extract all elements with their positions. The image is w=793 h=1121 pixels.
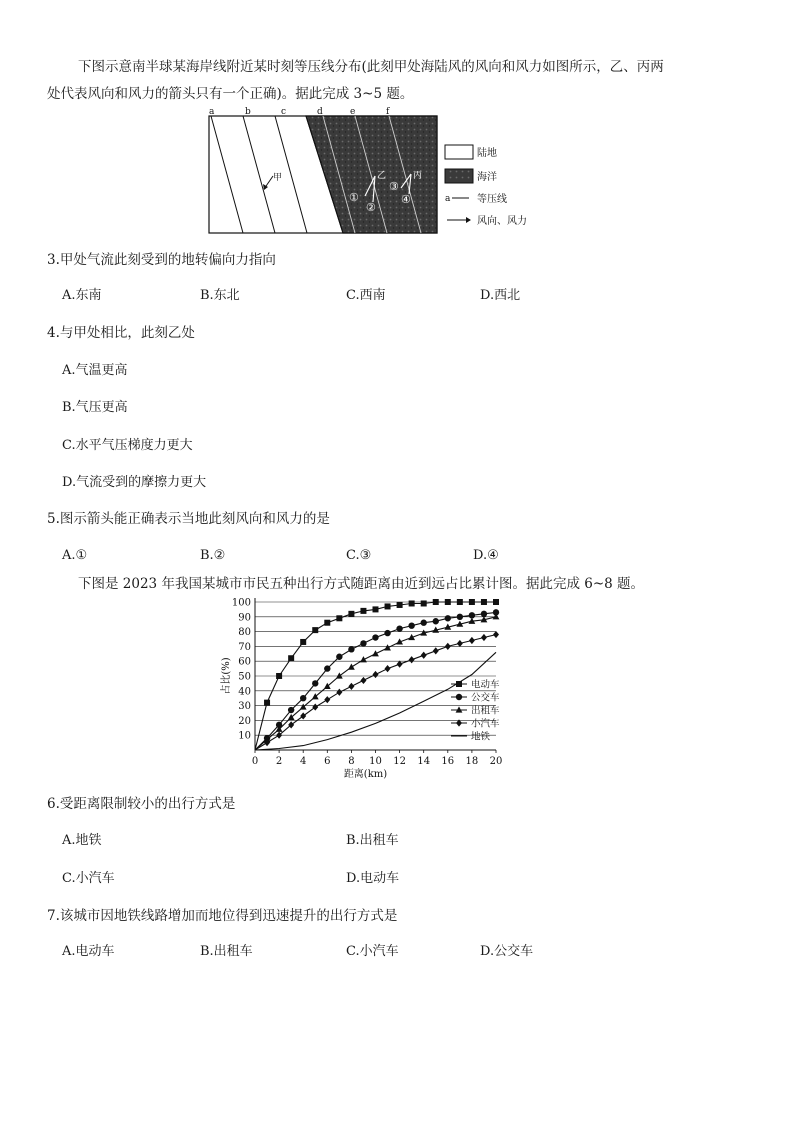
data-point-series-3 bbox=[348, 683, 354, 690]
legend-isobar-symbol: a bbox=[445, 194, 451, 204]
data-point-series-1 bbox=[336, 654, 342, 660]
data-point-series-1 bbox=[360, 640, 366, 646]
x-tick-label: 10 bbox=[369, 756, 382, 767]
arrow-num-4: ④ bbox=[401, 193, 411, 206]
q5-option-a[interactable]: A.① bbox=[62, 548, 88, 563]
arrow-num-2: ② bbox=[366, 201, 376, 214]
place-bing: 丙 bbox=[413, 171, 423, 181]
x-tick-label: 8 bbox=[348, 756, 355, 767]
data-point-series-1 bbox=[372, 634, 378, 640]
label-c: c bbox=[281, 107, 287, 117]
q7-stem: 7.该城市因地铁线路增加而地位得到迅速提升的出行方式是 bbox=[47, 908, 398, 924]
q5-stem: 5.图示箭头能正确表示当地此刻风向和风力的是 bbox=[47, 511, 330, 527]
data-point-series-1 bbox=[433, 618, 439, 624]
q3-option-a[interactable]: A.东南 bbox=[62, 288, 102, 303]
y-tick-label: 70 bbox=[238, 641, 251, 653]
arrow-num-1: ① bbox=[349, 191, 359, 204]
data-point-series-3 bbox=[457, 640, 463, 647]
legend-label-1: 公交车 bbox=[471, 692, 500, 704]
data-point-series-3 bbox=[421, 652, 427, 659]
label-f: f bbox=[386, 107, 390, 117]
data-point-series-0 bbox=[264, 700, 270, 706]
data-point-series-3 bbox=[336, 689, 342, 696]
data-point-series-0 bbox=[493, 599, 499, 605]
data-point-series-0 bbox=[385, 603, 391, 609]
y-tick-label: 80 bbox=[238, 627, 251, 639]
data-point-series-3 bbox=[409, 656, 415, 663]
legend-isobar-label: 等压线 bbox=[477, 194, 507, 205]
legend-wind-label: 风向、风力 bbox=[477, 216, 527, 227]
x-tick-label: 6 bbox=[324, 756, 331, 767]
x-tick-label: 2 bbox=[275, 756, 283, 767]
data-point-series-1 bbox=[288, 707, 294, 713]
y-tick-label: 10 bbox=[238, 730, 251, 742]
data-point-series-3 bbox=[312, 703, 318, 710]
data-point-series-1 bbox=[457, 614, 463, 620]
q5-option-d[interactable]: D.④ bbox=[473, 548, 499, 563]
y-tick-label: 90 bbox=[238, 612, 251, 624]
label-a: a bbox=[209, 107, 215, 117]
data-point-series-0 bbox=[312, 627, 318, 633]
q6-stem: 6.受距离限制较小的出行方式是 bbox=[47, 796, 236, 812]
data-point-series-1 bbox=[312, 680, 318, 686]
data-point-series-0 bbox=[324, 620, 330, 626]
label-d: d bbox=[317, 107, 323, 117]
y-tick-label: 60 bbox=[238, 656, 251, 668]
data-point-series-0 bbox=[433, 599, 439, 605]
data-point-series-2 bbox=[348, 664, 355, 670]
label-e: e bbox=[350, 107, 356, 117]
x-tick-label: 18 bbox=[465, 756, 479, 767]
intro1-line1: 下图示意南半球某海岸线附近某时刻等压线分布(此刻甲处海陆风的风向和风力如图所示，乙、丙两 bbox=[78, 59, 664, 75]
data-point-series-1 bbox=[469, 612, 475, 618]
data-point-series-1 bbox=[300, 695, 306, 701]
place-jia: 甲 bbox=[273, 173, 283, 183]
legend-ocean-label: 海洋 bbox=[477, 172, 497, 183]
legend-label-0: 电动车 bbox=[471, 679, 500, 691]
data-point-series-0 bbox=[276, 673, 282, 679]
q5-option-c[interactable]: C.③ bbox=[346, 548, 372, 563]
label-b: b bbox=[245, 107, 251, 117]
q6-option-c[interactable]: C.小汽车 bbox=[62, 871, 115, 886]
q4-option-a[interactable]: A.气温更高 bbox=[62, 363, 128, 378]
data-point-series-3 bbox=[397, 661, 403, 668]
data-point-series-0 bbox=[481, 599, 487, 605]
y-tick-label: 100 bbox=[231, 597, 251, 609]
data-point-series-0 bbox=[469, 599, 475, 605]
data-point-series-0 bbox=[336, 615, 342, 621]
x-tick-label: 0 bbox=[251, 756, 259, 767]
data-point-series-2 bbox=[372, 650, 379, 656]
y-tick-label: 40 bbox=[238, 686, 251, 698]
q6-option-a[interactable]: A.地铁 bbox=[62, 833, 102, 848]
legend-label-4: 地铁 bbox=[471, 731, 491, 743]
legend-ocean-swatch bbox=[445, 169, 473, 183]
x-tick-label: 4 bbox=[300, 756, 307, 767]
data-point-series-0 bbox=[409, 600, 415, 606]
x-tick-label: 14 bbox=[417, 756, 431, 767]
map-legend bbox=[443, 140, 553, 230]
data-point-series-0 bbox=[421, 600, 427, 606]
data-point-series-3 bbox=[373, 671, 379, 678]
data-point-series-3 bbox=[481, 634, 487, 641]
q3-stem: 3.甲处气流此刻受到的地转偏向力指向 bbox=[47, 252, 276, 268]
data-point-series-1 bbox=[408, 622, 414, 628]
q4-option-c[interactable]: C.水平气压梯度力更大 bbox=[62, 438, 193, 453]
data-point-series-1 bbox=[348, 646, 354, 652]
data-point-series-1 bbox=[421, 620, 427, 626]
intro2-text: 下图是 2023 年我国某城市市民五种出行方式随距离由近到远占比累计图。据此完成 6~8 题。 bbox=[78, 576, 645, 592]
q3-option-b[interactable]: B.东北 bbox=[200, 288, 240, 303]
place-yi: 乙 bbox=[377, 171, 387, 181]
data-point-series-1 bbox=[384, 630, 390, 636]
data-point-series-0 bbox=[457, 599, 463, 605]
legend-land-swatch bbox=[445, 145, 473, 159]
data-point-series-3 bbox=[445, 643, 451, 650]
data-point-series-0 bbox=[348, 611, 354, 617]
data-point-series-0 bbox=[288, 655, 294, 661]
data-point-series-3 bbox=[360, 677, 366, 684]
data-point-series-2 bbox=[360, 656, 367, 662]
y-axis-label: 占比(%) bbox=[221, 657, 232, 695]
data-point-series-0 bbox=[300, 639, 306, 645]
q5-option-b[interactable]: B.② bbox=[200, 548, 226, 563]
data-point-series-3 bbox=[324, 696, 330, 703]
data-point-series-3 bbox=[433, 647, 439, 654]
data-point-series-1 bbox=[445, 615, 451, 621]
x-tick-label: 12 bbox=[393, 756, 406, 767]
q6-option-d[interactable]: D.电动车 bbox=[346, 871, 400, 886]
x-tick-label: 16 bbox=[441, 756, 455, 767]
data-point-series-3 bbox=[385, 665, 391, 672]
q7-option-d[interactable]: D.公交车 bbox=[480, 944, 534, 959]
y-tick-label: 30 bbox=[238, 701, 251, 713]
data-point-series-2 bbox=[336, 672, 343, 678]
legend-marker-1 bbox=[456, 694, 462, 700]
data-point-series-0 bbox=[360, 608, 366, 614]
data-point-series-2 bbox=[384, 644, 391, 650]
y-tick-label: 50 bbox=[238, 671, 251, 683]
data-point-series-1 bbox=[324, 665, 330, 671]
q7-option-c[interactable]: C.小汽车 bbox=[346, 944, 399, 959]
q4-option-b[interactable]: B.气压更高 bbox=[62, 400, 128, 415]
travel-mode-cumulative-chart bbox=[215, 592, 515, 784]
data-point-series-1 bbox=[481, 611, 487, 617]
data-point-series-3 bbox=[493, 631, 499, 638]
q4-option-d[interactable]: D.气流受到的摩擦力更大 bbox=[62, 475, 207, 490]
legend-land-label: 陆地 bbox=[477, 148, 497, 159]
legend-label-2: 出租车 bbox=[471, 705, 500, 717]
data-point-series-0 bbox=[397, 602, 403, 608]
y-tick-label: 20 bbox=[238, 715, 251, 727]
q7-option-a[interactable]: A.电动车 bbox=[62, 944, 115, 959]
intro1-line2: 处代表风向和风力的箭头只有一个正确)。据此完成 3~5 题。 bbox=[47, 86, 414, 102]
x-axis-label: 距离(km) bbox=[343, 769, 388, 780]
data-point-series-0 bbox=[445, 599, 451, 605]
data-point-series-1 bbox=[396, 625, 402, 631]
q6-option-b[interactable]: B.出租车 bbox=[346, 833, 399, 848]
x-tick-label: 20 bbox=[489, 756, 503, 767]
arrow-num-3: ③ bbox=[389, 180, 399, 193]
data-point-series-3 bbox=[300, 712, 306, 719]
q3-option-d[interactable]: D.西北 bbox=[480, 288, 521, 303]
legend-wind-arrowhead bbox=[466, 217, 471, 223]
q7-option-b[interactable]: B.出租车 bbox=[200, 944, 253, 959]
data-point-series-0 bbox=[373, 606, 379, 612]
legend-label-3: 小汽车 bbox=[471, 718, 500, 730]
q3-option-c[interactable]: C.西南 bbox=[346, 288, 386, 303]
data-point-series-3 bbox=[469, 637, 475, 644]
q4-stem: 4.与甲处相比，此刻乙处 bbox=[47, 325, 195, 341]
